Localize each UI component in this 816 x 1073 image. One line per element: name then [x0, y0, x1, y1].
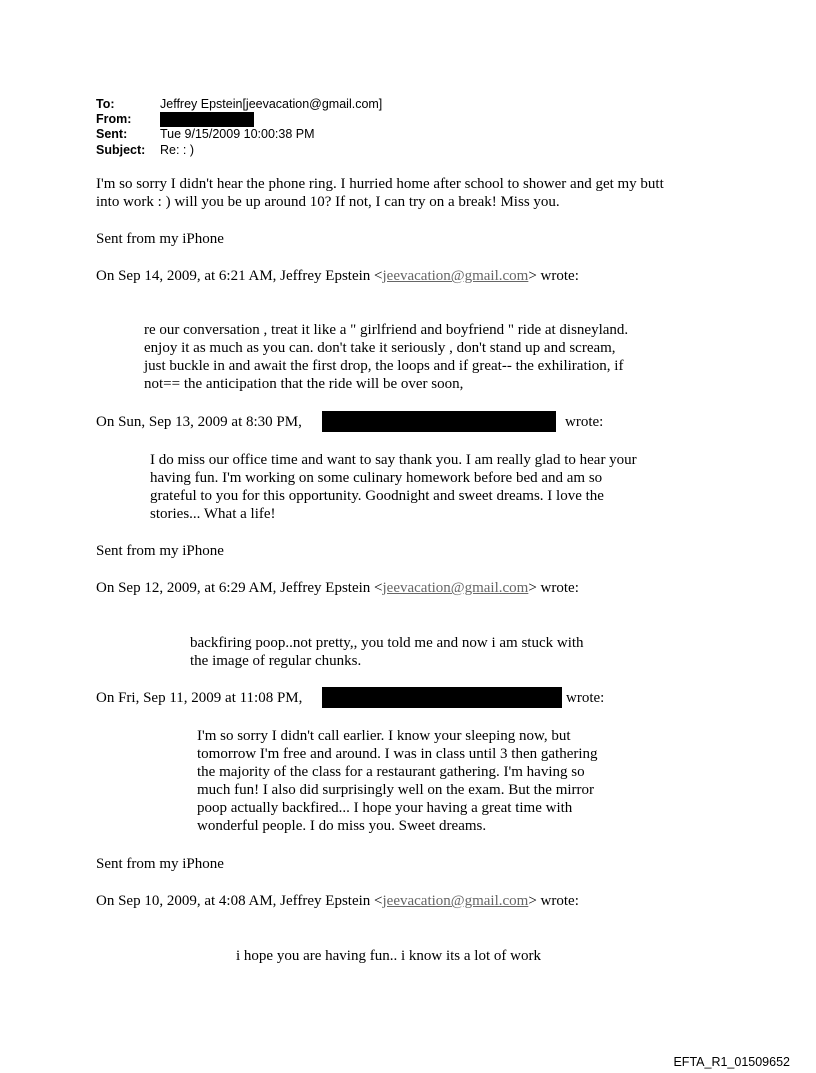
quoted-line: just buckle in and await the first drop, the loops and if great-- the exhiliration, if [144, 358, 624, 374]
attribution-suffix: > wrote: [528, 580, 579, 596]
subject-label: Subject: [96, 143, 146, 157]
quoted-line: not== the anticipation that the ride will be over soon, [144, 376, 464, 392]
quoted-line: having fun. I'm working on some culinary homework before bed and am so [150, 470, 603, 486]
quoted-line: backfiring poop..not pretty,, you told me and now i am stuck with [190, 635, 584, 651]
attribution-suffix: wrote: [566, 690, 605, 706]
email-link[interactable]: jeevacation@gmail.com [382, 268, 529, 284]
document-id: EFTA_R1_01509652 [673, 1055, 790, 1069]
to-value: Jeffrey Epstein[jeevacation@gmail.com] [160, 97, 383, 111]
sent-label: Sent: [96, 127, 128, 141]
quoted-line: stories... What a life! [150, 506, 276, 522]
quote-attribution: On Fri, Sep 11, 2009 at 11:08 PM, [96, 690, 303, 706]
sent-value: Tue 9/15/2009 10:00:38 PM [160, 127, 315, 141]
message-line: I'm so sorry I didn't hear the phone ring. I hurried home after school to shower and get my butt [96, 176, 664, 192]
attribution-prefix: On Sep 12, 2009, at 6:29 AM, Jeffrey Epstein < [96, 580, 383, 596]
quoted-line: I do miss our office time and want to say thank you. I am really glad to hear your [150, 452, 637, 468]
quoted-line: enjoy it as much as you can. don't take it seriously , don't stand up and scream, [144, 340, 616, 356]
quote-attribution [96, 579, 579, 598]
quoted-line: wonderful people. I do miss you. Sweet dreams. [197, 818, 487, 834]
quoted-line: the image of regular chunks. [190, 653, 362, 669]
email-link[interactable]: jeevacation@gmail.com [382, 580, 529, 596]
quoted-line: poop actually backfired... I hope your having a great time with [197, 800, 573, 816]
quoted-line: re our conversation , treat it like a " girlfriend and boyfriend " ride at disneyland. [144, 322, 629, 338]
attribution-suffix: > wrote: [528, 893, 579, 909]
redaction-sender [322, 411, 556, 432]
from-label: From: [96, 112, 132, 126]
quote-attribution [96, 267, 579, 286]
attribution-suffix: > wrote: [528, 268, 579, 284]
subject-value: Re: : ) [160, 143, 195, 157]
redaction-from [160, 112, 254, 127]
quote-attribution: On Sun, Sep 13, 2009 at 8:30 PM, [96, 414, 302, 430]
attribution-suffix: wrote: [565, 414, 604, 430]
message-line: into work : ) will you be up around 10? If not, I can try on a break! Miss you. [96, 194, 560, 210]
redaction-sender [322, 687, 562, 708]
attribution-prefix: On Sep 10, 2009, at 4:08 AM, Jeffrey Epstein < [96, 893, 383, 909]
quoted-line: tomorrow I'm free and around. I was in class until 3 then gathering [197, 746, 598, 762]
sent-from-iphone: Sent from my iPhone [96, 543, 224, 559]
quoted-line: grateful to you for this opportunity. Goodnight and sweet dreams. I love the [150, 488, 604, 504]
email-link[interactable]: jeevacation@gmail.com [382, 893, 529, 909]
attribution-prefix: On Sep 14, 2009, at 6:21 AM, Jeffrey Epstein < [96, 268, 383, 284]
quoted-line: much fun! I also did surprisingly well on the exam. But the mirror [197, 782, 595, 798]
sent-from-iphone: Sent from my iPhone [96, 856, 224, 872]
quote-attribution [96, 892, 579, 911]
to-label: To: [96, 97, 115, 111]
quoted-line: I'm so sorry I didn't call earlier. I know your sleeping now, but [197, 728, 571, 744]
quoted-line: the majority of the class for a restaurant gathering. I'm having so [197, 764, 585, 780]
quoted-line: i hope you are having fun.. i know its a lot of work [236, 948, 541, 964]
sent-from-iphone: Sent from my iPhone [96, 231, 224, 247]
